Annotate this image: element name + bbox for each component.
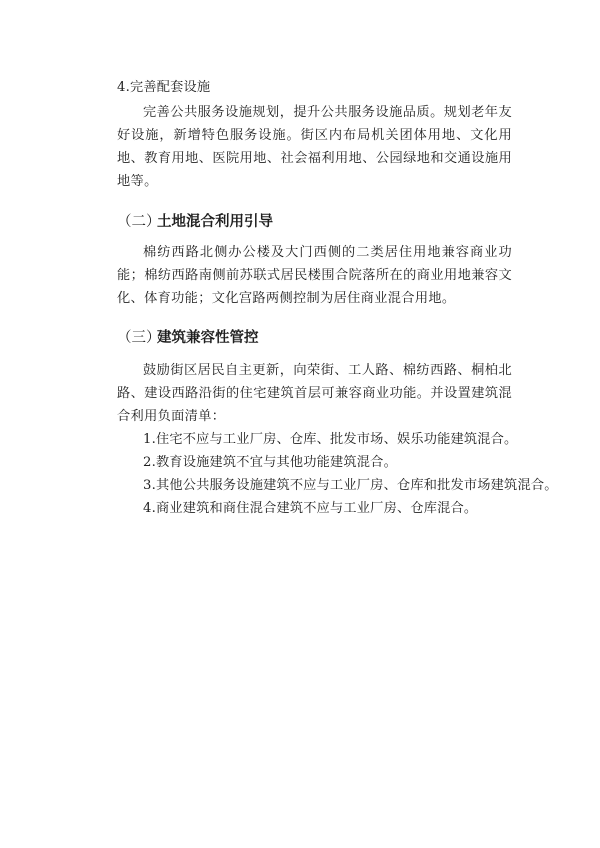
section-2 [117, 210, 512, 310]
section-4 [117, 76, 512, 193]
section-2-heading [117, 210, 512, 234]
section-3 [117, 326, 558, 520]
section-2-title: 土地混合利用引导 [157, 214, 273, 230]
section-4-title: 4.完善配套设施 [117, 80, 211, 95]
list-item: 3.其他公共服务设施建筑不应与工业厂房、仓库和批发市场建筑混合。 [143, 478, 558, 493]
list-item: 1.住宅不应与工业厂房、仓库、批发市场、娱乐功能建筑混合。 [143, 432, 518, 447]
list-item: 4.商业建筑和商住混合建筑不应与工业厂房、仓库混合。 [143, 501, 478, 516]
section-2-number: （二） [117, 214, 161, 230]
section-3-heading [117, 326, 512, 350]
section-2-paragraph: 棉纺西路北侧办公楼及大门西侧的二类居住用地兼容商业功能；棉纺西路南侧前苏联式居民楼围合院落所在的商业用地兼容文化、体育功能；文化宫路两侧控制为居住商业混合用地。 [117, 245, 512, 306]
section-3-title: 建筑兼容性管控 [157, 330, 259, 346]
section-3-paragraph: 鼓励街区居民自主更新，向荣街、工人路、棉纺西路、桐柏北路、建设西路沿街的住宅建筑首层可兼容商业功能。并设置建筑混合利用负面清单： [117, 363, 512, 424]
section-4-paragraph: 完善公共服务设施规划，提升公共服务设施品质。规划老年友好设施，新增特色服务设施。街区内布局机关团体用地、文化用地、教育用地、医院用地、社会福利用地、公园绿地和交通设施用地等。 [117, 105, 512, 189]
section-3-number: （三） [117, 330, 161, 346]
negative-list [117, 428, 558, 520]
list-item: 2.教育设施建筑不宜与其他功能建筑混合。 [143, 455, 397, 470]
document-body [117, 76, 558, 520]
